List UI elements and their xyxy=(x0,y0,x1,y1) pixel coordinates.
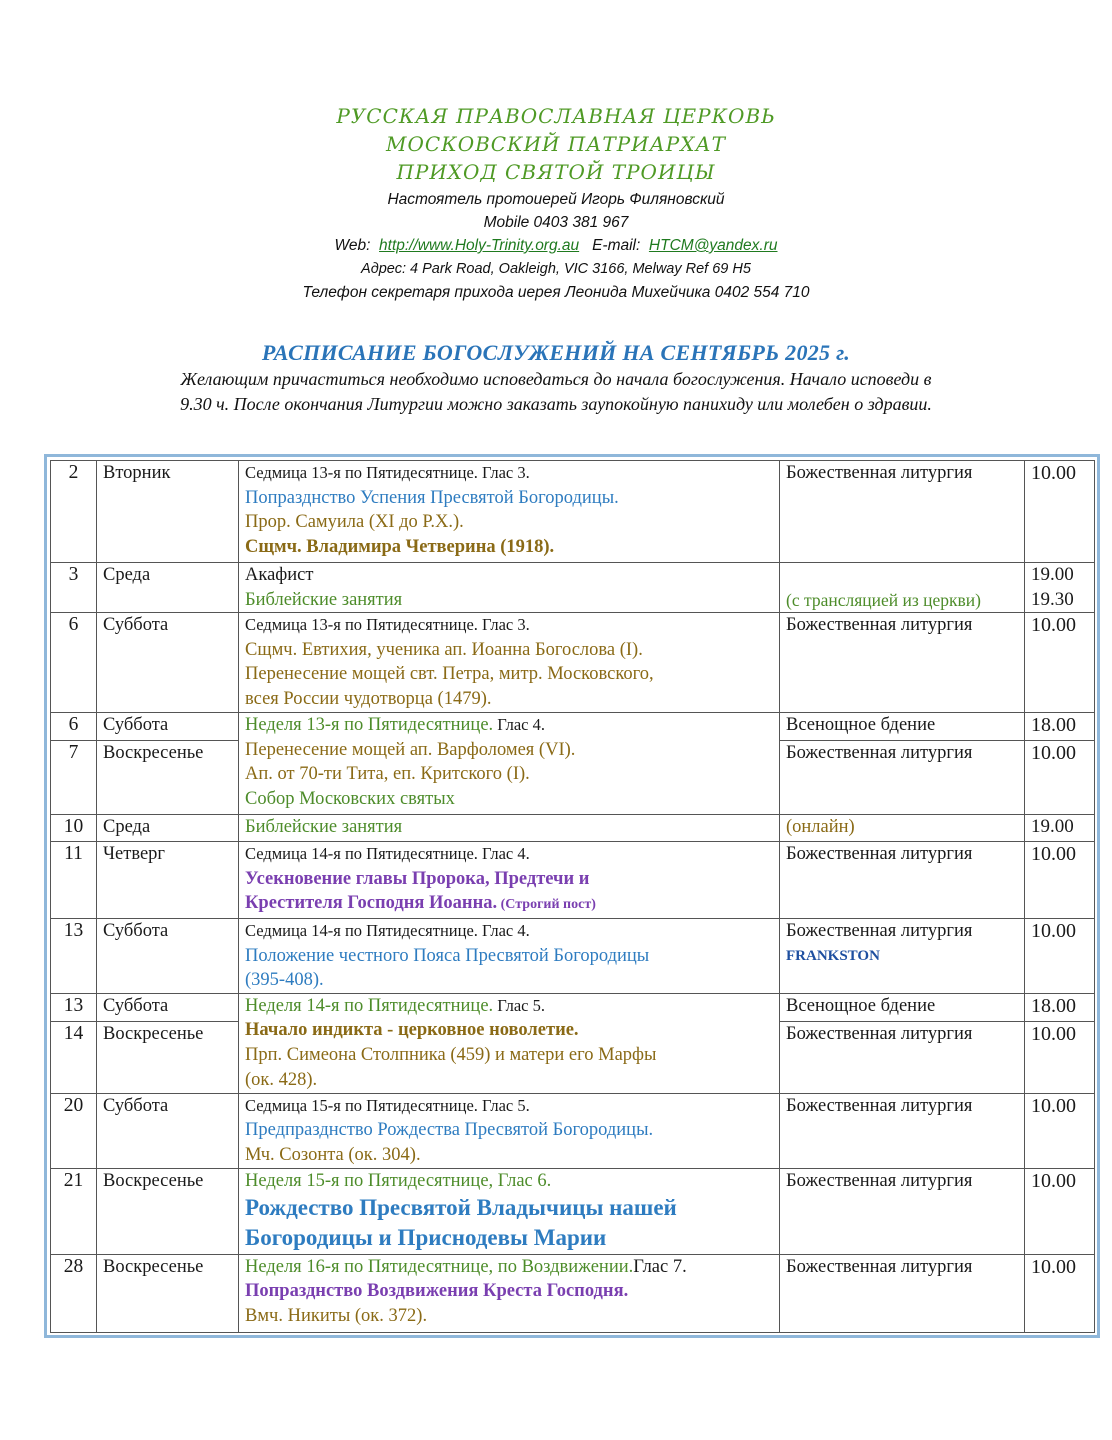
time-cell: 10.00 xyxy=(1025,1254,1095,1332)
service-cell: Божественная литургия xyxy=(780,1168,1025,1254)
table-row xyxy=(51,918,1095,993)
date-cell: 28 xyxy=(51,1254,97,1332)
service-cell: Всенощное бдение xyxy=(780,993,1025,1021)
table-row xyxy=(51,713,1095,741)
date-cell: 3 xyxy=(51,563,97,613)
date-cell: 13 xyxy=(51,993,97,1021)
service-cell: Божественная литургия xyxy=(780,842,1025,919)
time-cell: 18.00 xyxy=(1025,993,1095,1021)
time-cell: 10.00 xyxy=(1025,741,1095,815)
description-cell: Неделя 13-я по Пятидесятнице. Глас 4. Перенесение мощей ап. Варфоломея (VI). Ап. от 70-ти Тита, еп. Критского (I). Собор Московских святых xyxy=(239,713,780,815)
weekday-cell: Четверг xyxy=(97,842,239,919)
time-cell: 10.00 xyxy=(1025,1168,1095,1254)
service-cell: (с трансляцией из церкви) xyxy=(780,563,1025,613)
weekday-cell: Среда xyxy=(97,563,239,613)
time-cell: 10.00 xyxy=(1025,461,1095,563)
description-cell: Библейские занятия xyxy=(239,815,780,842)
time-cell: 10.00 xyxy=(1025,1093,1095,1168)
web-label: Web: xyxy=(334,237,371,254)
table-row xyxy=(51,1093,1095,1168)
date-cell: 20 xyxy=(51,1093,97,1168)
weekday-cell: Суббота xyxy=(97,993,239,1021)
date-cell: 2 xyxy=(51,461,97,563)
email-link[interactable]: HTCM@yandex.ru xyxy=(648,237,778,254)
service-cell: Божественная литургия xyxy=(780,741,1025,815)
email-label: E-mail: xyxy=(592,237,641,254)
weekday-cell: Суббота xyxy=(97,613,239,713)
date-cell: 6 xyxy=(51,613,97,713)
description-cell: Неделя 15-я по Пятидесятнице, Глас 6. Рождество Пресвятой Владычицы нашей Богородицы и Приснодевы Марии xyxy=(239,1168,780,1254)
weekday-cell: Воскресенье xyxy=(97,1021,239,1093)
weekday-cell: Среда xyxy=(97,815,239,842)
time-cell: 10.00 xyxy=(1025,842,1095,919)
service-cell: Божественная литургия xyxy=(780,613,1025,713)
service-cell: Божественная литургия xyxy=(780,1021,1025,1093)
date-cell: 10 xyxy=(51,815,97,842)
table-row xyxy=(51,815,1095,842)
schedule-title: РАСПИСАНИЕ БОГОСЛУЖЕНИЙ НА СЕНТЯБРЬ 2025 г. xyxy=(261,340,851,365)
time-cell: 10.00 xyxy=(1025,1021,1095,1093)
address-line: Адрес: 4 Park Road, Oakleigh, VIC 3166, Melway Ref 69 H5 xyxy=(361,261,751,277)
weekday-cell: Воскресенье xyxy=(97,1254,239,1332)
service-cell: Всенощное бдение xyxy=(780,713,1025,741)
schedule-table xyxy=(50,460,1095,1333)
location-label: FRANKSTON xyxy=(786,947,880,964)
table-row xyxy=(51,1254,1095,1332)
description-cell: Неделя 16-я по Пятидесятнице, по Воздвижении.Глас 7. Попразднство Воздвижения Креста Господня. Вмч. Никиты (ок. 372). xyxy=(239,1254,780,1332)
mobile-line: Mobile 0403 381 967 xyxy=(483,214,629,231)
table-row xyxy=(51,1168,1095,1254)
service-cell: Божественная литургия FRANKSTON xyxy=(780,918,1025,993)
patriarchate-name: МОСКОВСКИЙ ПАТРИАРХАТ xyxy=(386,132,726,156)
rector-line: Настоятель протоиерей Игорь Филяновский xyxy=(387,191,725,208)
weekday-cell: Суббота xyxy=(97,713,239,741)
weekday-cell: Воскресенье xyxy=(97,741,239,815)
confession-note-line1: Желающим причаститься необходимо исповедаться до начала богослужения. Начало исповеди в xyxy=(180,369,932,389)
table-row xyxy=(51,461,1095,563)
date-cell: 7 xyxy=(51,741,97,815)
description-cell: Акафист Библейские занятия xyxy=(239,563,780,613)
service-cell: Божественная литургия xyxy=(780,461,1025,563)
confession-note-line2: 9.30 ч. После окончания Литургии можно заказать заупокойную панихиду или молебен о здравии. xyxy=(180,394,932,414)
description-cell: Седмица 14-я по Пятидесятнице. Глас 4. Положение честного Пояса Пресвятой Богородицы (395-408). xyxy=(239,918,780,993)
church-name: РУССКАЯ ПРАВОСЛАВНАЯ ЦЕРКОВЬ xyxy=(336,104,776,128)
description-cell: Седмица 13-я по Пятидесятнице. Глас 3. Попразднство Успения Пресвятой Богородицы. Прор. Самуила (XI до Р.Х.). Сщмч. Владимира Четверина (1918). xyxy=(239,461,780,563)
secretary-phone: Телефон секретаря прихода иерея Леонида Михейчика 0402 554 710 xyxy=(302,284,810,301)
table-row xyxy=(51,563,1095,613)
date-cell: 11 xyxy=(51,842,97,919)
time-cell: 10.00 xyxy=(1025,918,1095,993)
table-row xyxy=(51,613,1095,713)
weekday-cell: Воскресенье xyxy=(97,1168,239,1254)
service-cell: (онлайн) xyxy=(780,815,1025,842)
parish-name: ПРИХОД СВЯТОЙ ТРОИЦЫ xyxy=(396,160,716,184)
contacts-line xyxy=(0,237,1112,255)
date-cell: 13 xyxy=(51,918,97,993)
weekday-cell: Вторник xyxy=(97,461,239,563)
time-cell: 18.00 xyxy=(1025,713,1095,741)
table-row xyxy=(51,842,1095,919)
description-cell: Седмица 15-я по Пятидесятнице. Глас 5. Предпразднство Рождества Пресвятой Богородицы. Мч. Созонта (ок. 304). xyxy=(239,1093,780,1168)
date-cell: 6 xyxy=(51,713,97,741)
description-cell: Неделя 14-я по Пятидесятнице. Глас 5. Начало индикта - церковное новолетие. Прп. Симеона Столпника (459) и матери его Марфы (ок. 428). xyxy=(239,993,780,1093)
time-cell: 19.00 xyxy=(1025,815,1095,842)
description-cell: Седмица 13-я по Пятидесятнице. Глас 3. Сщмч. Евтихия, ученика ап. Иоанна Богослова (I). Перенесение мощей свт. Петра, митр. Московского, всея России чудотворца (1479). xyxy=(239,613,780,713)
table-row xyxy=(51,993,1095,1021)
time-cell: 10.00 xyxy=(1025,613,1095,713)
date-cell: 21 xyxy=(51,1168,97,1254)
weekday-cell: Суббота xyxy=(97,918,239,993)
date-cell: 14 xyxy=(51,1021,97,1093)
website-link[interactable]: http://www.Holy-Trinity.org.au xyxy=(379,237,580,254)
service-cell: Божественная литургия xyxy=(780,1254,1025,1332)
time-cell: 19.00 19.30 xyxy=(1025,563,1095,613)
weekday-cell: Суббота xyxy=(97,1093,239,1168)
description-cell: Седмица 14-я по Пятидесятнице. Глас 4. Усекновение главы Пророка, Предтечи и Крестителя Господня Иоанна. (Строгий пост) xyxy=(239,842,780,919)
service-cell: Божественная литургия xyxy=(780,1093,1025,1168)
